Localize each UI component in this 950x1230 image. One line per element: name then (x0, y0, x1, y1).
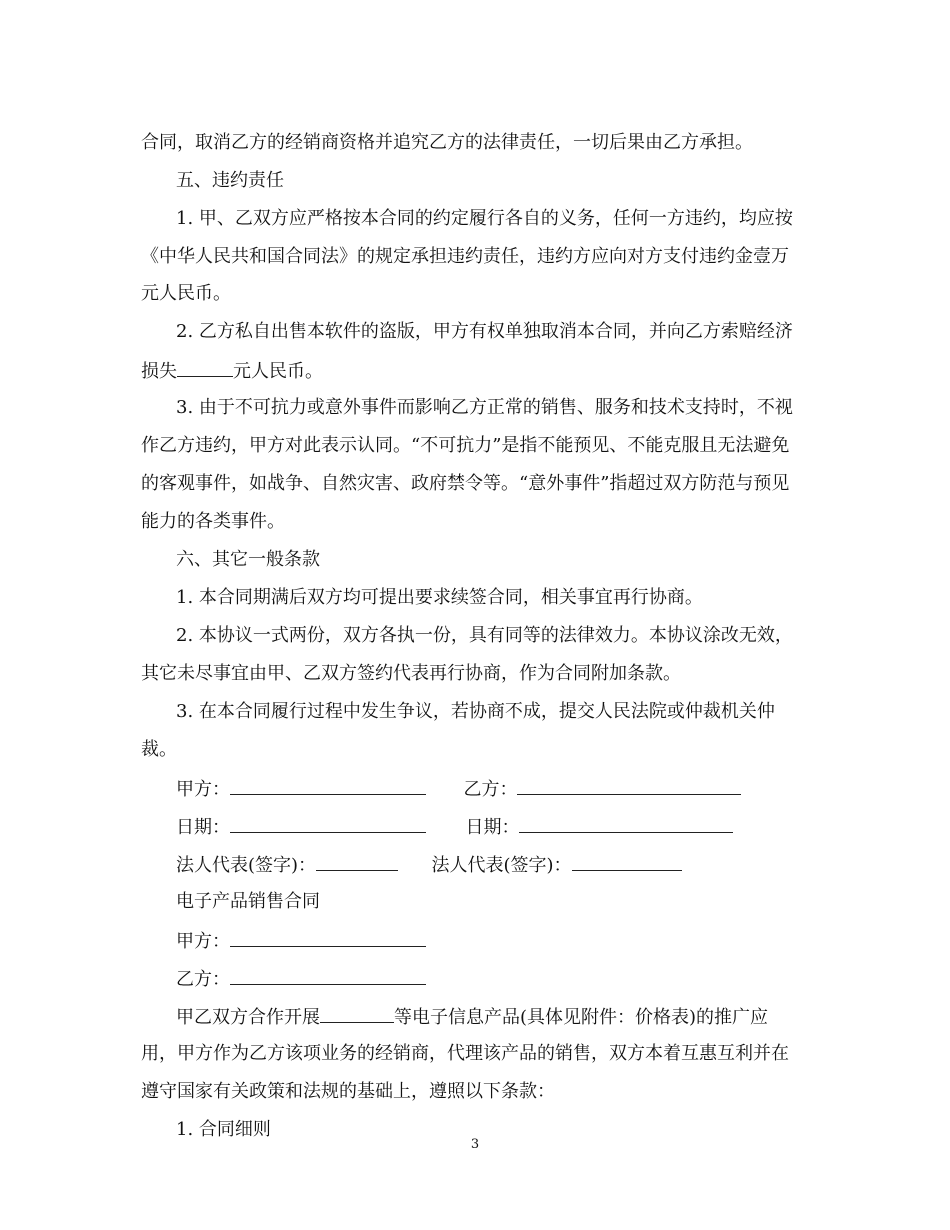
paragraph-line: 遵守国家有关政策和法规的基础上，遵照以下条款： (141, 1081, 555, 1102)
loss-amount-blank[interactable] (177, 358, 233, 377)
signature-row-dates (176, 814, 733, 840)
section-heading: 1. 合同细则 (176, 1119, 271, 1140)
section-heading: 六、其它一般条款 (176, 549, 320, 570)
paragraph-line: 1. 甲、乙双方应严格按本合同的约定履行各自的义务，任何一方违约，均应按 (176, 208, 793, 229)
party-a-blank[interactable] (230, 928, 426, 947)
date-a-label: 日期： (176, 817, 230, 838)
rep-a-blank[interactable] (316, 852, 398, 871)
paragraph-line: 2. 乙方私自出售本软件的盗版，甲方有权单独取消本合同，并向乙方索赔经济 (176, 321, 793, 342)
party-a-label: 甲方： (176, 779, 230, 800)
paragraph-line: 1. 本合同期满后双方均可提出要求续签合同，相关事宜再行协商。 (176, 587, 703, 608)
paragraph-line: 裁。 (141, 739, 177, 760)
paragraph-line: 2. 本协议一式两份，双方各执一份，具有同等的法律效力。本协议涂改无效， (176, 625, 793, 646)
rep-b-blank[interactable] (572, 852, 682, 871)
intro-line (176, 1004, 768, 1030)
party-b-blank[interactable] (230, 966, 426, 985)
paragraph-line: 3. 在本合同履行过程中发生争议，若协商不成，提交人民法院或仲裁机关仲 (176, 701, 775, 722)
page-number: 3 (470, 1137, 480, 1152)
paragraph-line: 3. 由于不可抗力或意外事件而影响乙方正常的销售、服务和技术支持时，不视 (176, 397, 793, 418)
paragraph-line: 其它未尽事宜由甲、乙双方签约代表再行协商，作为合同附加条款。 (141, 663, 681, 684)
paragraph-line: 合同，取消乙方的经销商资格并追究乙方的法律责任，一切后果由乙方承担。 (141, 132, 753, 153)
paragraph-line: 元人民币。 (141, 283, 231, 304)
loss-unit: 元人民币。 (233, 361, 323, 382)
party-a-label: 甲方： (176, 931, 230, 952)
rep-a-label: 法人代表(签字)： (176, 855, 317, 876)
intro-after: 等电子信息产品(具体见附件：价格表)的推广应 (394, 1007, 769, 1028)
loss-line (141, 358, 323, 384)
product-blank[interactable] (320, 1004, 394, 1023)
signature-row-reps (176, 852, 682, 878)
loss-label: 损失 (141, 361, 177, 382)
rep-b-label: 法人代表(签字)： (431, 855, 572, 876)
date-a-blank[interactable] (230, 814, 426, 833)
paragraph-line: 的客观事件，如战争、自然灾害、政府禁令等。“意外事件”指超过双方防范与预见 (141, 473, 790, 494)
section-heading: 五、违约责任 (176, 170, 284, 191)
intro-before: 甲乙双方合作开展 (176, 1007, 320, 1028)
paragraph-line: 能力的各类事件。 (141, 511, 285, 532)
paragraph-line: 《中华人民共和国合同法》的规定承担违约责任，违约方应向对方支付违约金壹万 (141, 246, 789, 267)
signature-row-parties (176, 776, 741, 802)
party-b-label: 乙方： (176, 969, 230, 990)
date-b-blank[interactable] (519, 814, 733, 833)
party-b-label: 乙方： (463, 779, 518, 800)
paragraph-line: 作乙方违约，甲方对此表示认同。“不可抗力”是指不能预见、不能克服且无法避免 (141, 435, 790, 456)
paragraph-line: 用，甲方作为乙方该项业务的经销商，代理该产品的销售，双方本着互惠互利并在 (141, 1043, 789, 1064)
party-a-row (176, 928, 426, 954)
party-b-row (176, 966, 426, 992)
party-b-blank[interactable] (517, 776, 741, 795)
contract-title: 电子产品销售合同 (176, 891, 320, 912)
party-a-blank[interactable] (230, 776, 426, 795)
date-b-label: 日期： (465, 817, 520, 838)
